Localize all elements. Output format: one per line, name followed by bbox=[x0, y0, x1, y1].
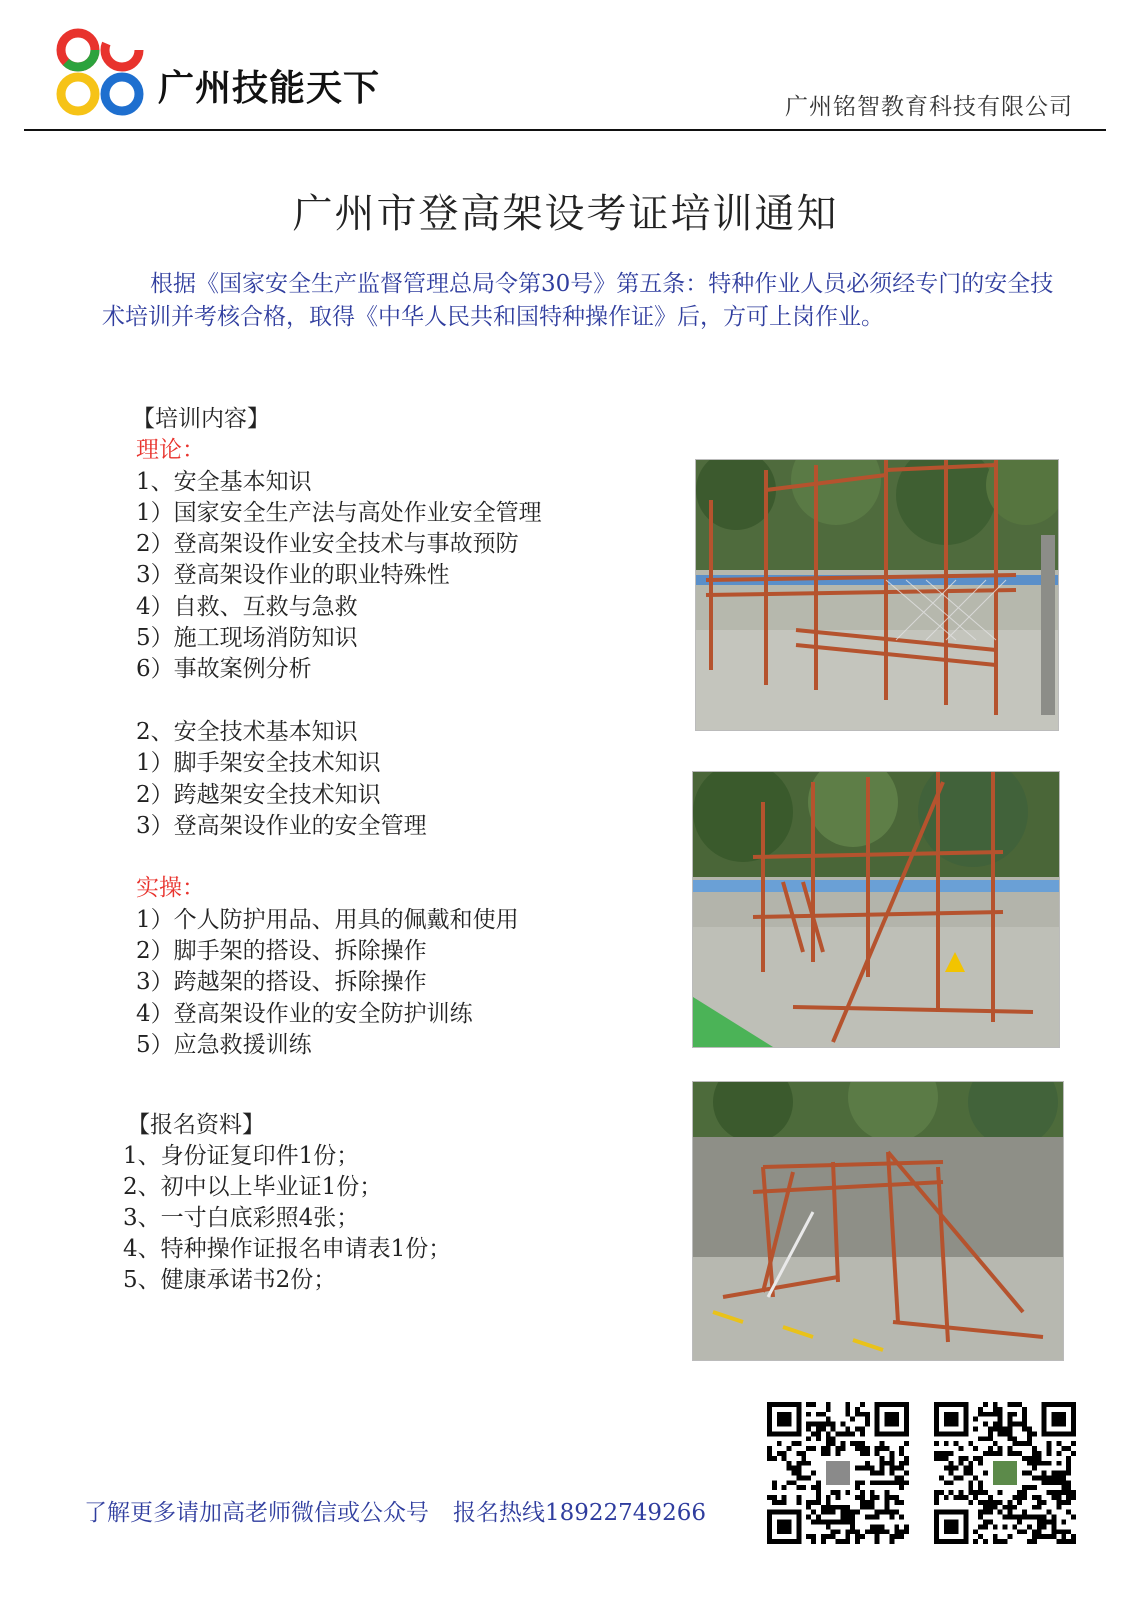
list-item: 5、健康承诺书2份； bbox=[123, 1267, 337, 1293]
wechat-qr-code-icon[interactable] bbox=[767, 1402, 909, 1544]
theory-label: 理论： bbox=[136, 437, 205, 464]
list-item: 1）国家安全生产法与高处作业安全管理 bbox=[136, 499, 542, 526]
list-item: 3）跨越架的搭设、拆除操作 bbox=[136, 969, 427, 996]
list-item: 3、一寸白底彩照4张； bbox=[123, 1205, 360, 1231]
section-title: 1、安全基本知识 bbox=[136, 468, 312, 495]
list-item: 4）登高架设作业的安全防护训练 bbox=[136, 1000, 473, 1027]
list-item: 1）个人防护用品、用具的佩戴和使用 bbox=[136, 906, 519, 933]
footer-text: 了解更多请加高老师微信或公众号 bbox=[84, 1500, 429, 1526]
list-item: 6）事故案例分析 bbox=[136, 656, 312, 683]
company-name: 广州铭智教育科技有限公司 bbox=[785, 94, 1073, 120]
list-item: 2、初中以上毕业证1份； bbox=[123, 1174, 383, 1200]
list-item: 1）脚手架安全技术知识 bbox=[136, 750, 381, 777]
scaffold-photo-2 bbox=[692, 771, 1060, 1048]
hotline[interactable]: 报名热线18922749266 bbox=[453, 1500, 706, 1526]
list-item: 4）自救、互救与急救 bbox=[136, 593, 358, 620]
list-item: 3）登高架设作业的安全管理 bbox=[136, 812, 427, 839]
spacer bbox=[136, 686, 676, 717]
registration-materials bbox=[123, 1110, 663, 1296]
intro-paragraph: 根据《国家安全生产监督管理总局令第30号》第五条：特种作业人员必须经专门的安全技术培训并考核合格，取得《中华人民共和国特种操作证》后，方可上岗作业。 bbox=[102, 271, 1054, 330]
spacer bbox=[136, 842, 676, 873]
footer-contact bbox=[84, 1494, 706, 1527]
practice-label: 实操： bbox=[136, 875, 205, 902]
page-title: 广州市登高架设考证培训通知 bbox=[292, 191, 839, 237]
list-item: 4、特种操作证报名申请表1份； bbox=[123, 1236, 452, 1262]
official-account-qr-code-icon[interactable] bbox=[934, 1402, 1076, 1544]
list-item: 5）应急救援训练 bbox=[136, 1031, 312, 1058]
training-content-heading: 【培训内容】 bbox=[132, 406, 270, 432]
list-item: 2）脚手架的搭设、拆除操作 bbox=[136, 938, 427, 965]
list-item: 3）登高架设作业的职业特殊性 bbox=[136, 562, 450, 589]
header-divider bbox=[24, 129, 1106, 131]
list-item: 5）施工现场消防知识 bbox=[136, 625, 358, 652]
logo-icon bbox=[56, 28, 146, 118]
list-item: 1、身份证复印件1份； bbox=[123, 1143, 360, 1169]
list-item: 2）登高架设作业安全技术与事故预防 bbox=[136, 531, 519, 558]
scaffold-photo-3 bbox=[692, 1081, 1064, 1361]
logo-text: 广州技能天下 bbox=[158, 68, 381, 109]
section-title: 2、安全技术基本知识 bbox=[136, 718, 358, 745]
training-content bbox=[132, 404, 676, 1061]
list-item: 2）跨越架安全技术知识 bbox=[136, 781, 381, 808]
registration-heading: 【报名资料】 bbox=[127, 1112, 265, 1138]
scaffold-photo-1 bbox=[695, 459, 1059, 731]
